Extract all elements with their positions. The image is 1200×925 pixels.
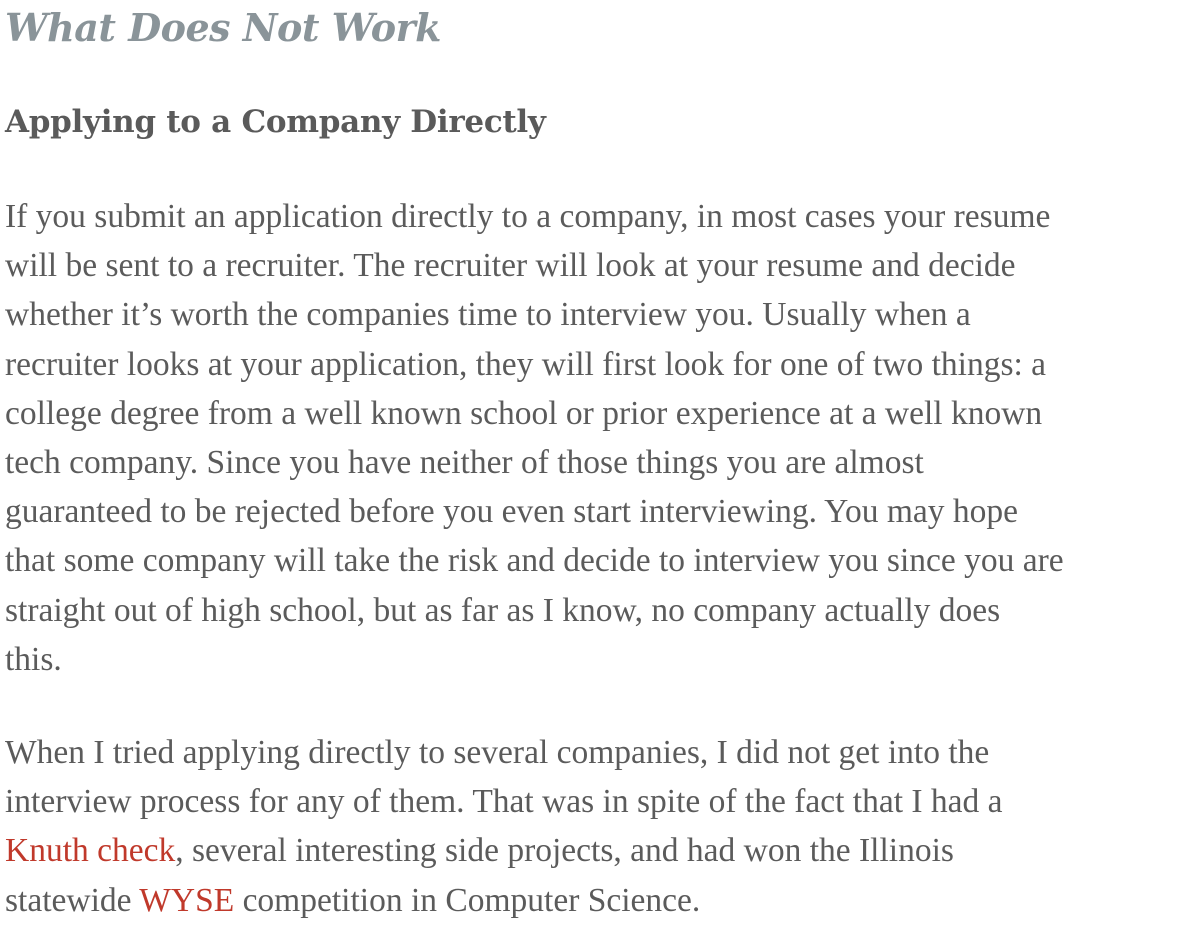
paragraph-line: If you submit an application directly to a company, in most cases your resume	[5, 198, 1051, 235]
paragraph-line: When I tried applying directly to several companies, I did not get into the	[5, 734, 990, 771]
paragraph-line: recruiter looks at your application, they will first look for one of two things: a	[5, 345, 1047, 383]
paragraph-line: straight out of high school, but as far as I know, no company actually does	[5, 591, 1001, 629]
paragraph-experience	[5, 728, 1195, 925]
knuth-check-link[interactable]: Knuth check	[5, 832, 176, 870]
paragraph-line: tech company. Since you have neither of those things you are almost	[5, 444, 924, 482]
paragraph-line	[5, 876, 1195, 925]
paragraph-line: whether it’s worth the companies time to interview you. Usually when a	[5, 296, 971, 334]
paragraph-text: competition in Computer Science.	[234, 881, 701, 919]
paragraph-line: will be sent to a recruiter. The recruiter will look at your resume and decide	[5, 247, 1016, 285]
paragraph-line: guaranteed to be rejected before you even start interviewing. You may hope	[5, 493, 1019, 531]
wyse-link[interactable]: WYSE	[139, 881, 235, 919]
paragraph-line: interview process for any of them. That was in spite of the fact that I had a	[5, 783, 1003, 821]
paragraph-line: this.	[5, 640, 62, 678]
paragraph-line: college degree from a well known school or prior experience at a well known	[5, 394, 1043, 432]
subsection-title: Applying to a Company Directly	[5, 104, 546, 140]
paragraph-line: that some company will take the risk and decide to interview you since you are	[5, 542, 1064, 580]
section-title: What Does Not Work	[5, 5, 441, 50]
paragraph-line	[5, 826, 1195, 875]
paragraph-recruiter	[5, 192, 1195, 684]
paragraph-text: statewide	[5, 881, 140, 919]
paragraph-text: , several interesting side projects, and had won the Illinois	[175, 832, 954, 870]
